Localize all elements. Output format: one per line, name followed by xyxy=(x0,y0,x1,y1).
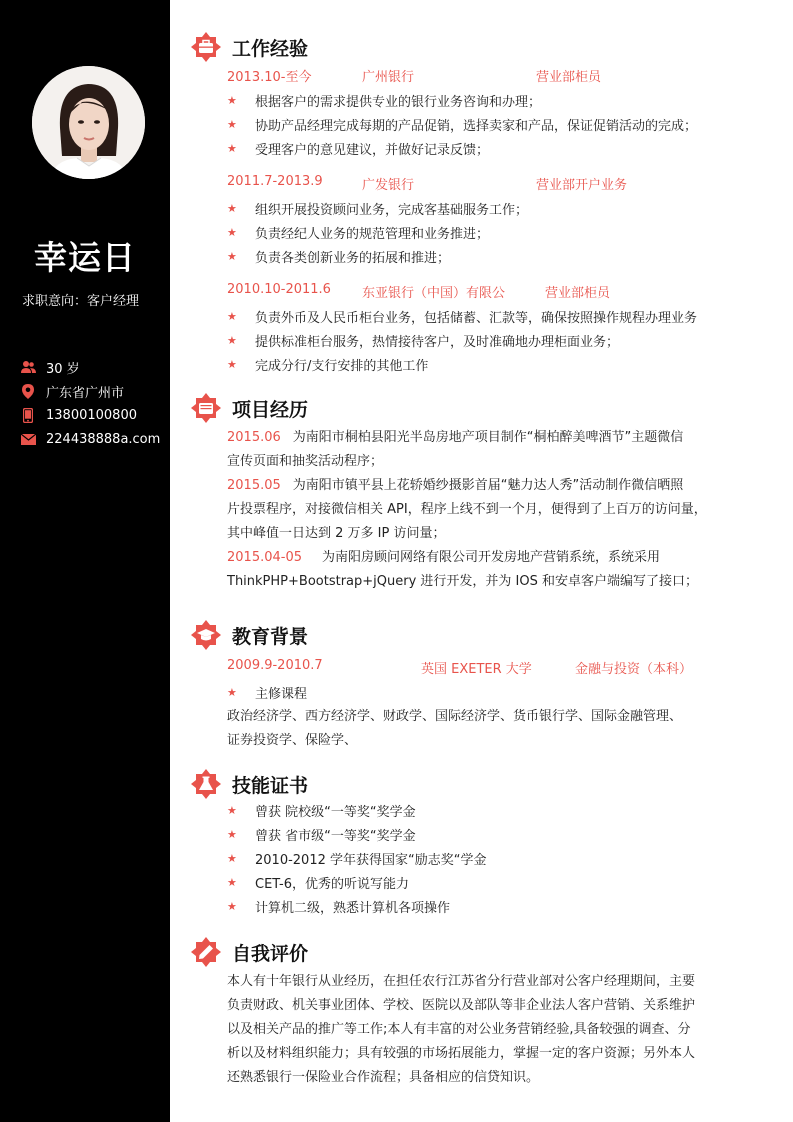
list-item: ★ 完成分行/支行安排的其他工作 xyxy=(227,357,429,374)
star-icon: ★ xyxy=(227,93,237,107)
section-title-education: 教育背景 xyxy=(232,625,309,648)
section-skills-header xyxy=(190,768,308,800)
phone-icon xyxy=(20,407,36,423)
list-item: ★ 组织开展投资顾问业务，完成客基础服务工作； xyxy=(227,201,529,218)
contact-age xyxy=(20,355,160,379)
star-icon: ★ xyxy=(227,803,237,817)
star-icon: ★ xyxy=(227,249,237,263)
list-item: ★ 负责各类创新业务的拓展和推进； xyxy=(227,249,451,266)
star-icon: ★ xyxy=(227,201,237,215)
project-line: ThinkPHP+Bootstrap+jQuery 进行开发，并为 IOS 和安卓客户端编写了接口； xyxy=(227,574,698,589)
list-item: ★ 计算机二级，熟悉计算机各项操作 xyxy=(227,899,451,916)
work-company: 东亚银行（中国）有限公 xyxy=(362,286,506,301)
education-courses: 政治经济学、西方经济学、财政学、国际经济学、货币银行学、国际金融管理、 证券投资学、保险学、 xyxy=(227,709,683,748)
sidebar xyxy=(0,0,170,1122)
star-icon: ★ xyxy=(227,333,237,347)
star-icon: ★ xyxy=(227,875,237,889)
job-intent: 求职意向：客户经理 xyxy=(22,294,140,309)
list-item: ★ 提供标准柜台服务，热情接待客户，及时准确地办理柜面业务； xyxy=(227,333,620,350)
folder-badge-icon xyxy=(190,392,222,424)
work-role: 营业部柜员 xyxy=(545,286,611,301)
mail-icon xyxy=(20,431,36,447)
project-line: 2015.05 为南阳市镇平县上花轿婚纱摄影首届“魅力达人秀”活动制作微信晒照 xyxy=(227,478,684,493)
star-icon: ★ xyxy=(227,309,237,323)
section-title-skills: 技能证书 xyxy=(232,774,309,797)
contact-phone xyxy=(20,403,160,427)
self-evaluation-text: 本人有十年银行从业经历，在担任农行江苏省分行营业部对公客户经理期间，主要 负责财政、机关事业团体、学校、医院以及部队等非企业法人客户营销、关系维护 以及相关产品的推广等工作;本人有丰富的对公业务营销经验,具备较强的调查、分 析以及材料组织能力；具有较强的市场拓展能力，掌握一定的客户资源；另外本人 还熟悉银行一保险业合作流程；具备相应的信贷知识。 xyxy=(227,974,696,1085)
work-entry-2-list xyxy=(227,196,772,268)
section-title-projects: 项目经历 xyxy=(232,398,309,421)
projects-body xyxy=(227,426,747,594)
contact-location xyxy=(20,379,160,403)
section-work-header xyxy=(190,31,308,63)
section-title-work: 工作经验 xyxy=(232,37,309,60)
list-item: ★ 受理客户的意见建议，并做好记录反馈； xyxy=(227,141,490,158)
work-date: 2011.7-2013.9 xyxy=(227,174,323,189)
skills-list xyxy=(227,798,772,918)
list-item: ★ 曾获 院校级“一等奖“奖学金 xyxy=(227,803,416,820)
section-education-header xyxy=(190,619,308,651)
star-icon: ★ xyxy=(227,899,237,913)
star-icon: ★ xyxy=(227,851,237,865)
work-date: 2010.10-2011.6 xyxy=(227,282,331,297)
section-self-header xyxy=(190,936,308,968)
contact-list xyxy=(20,355,160,451)
list-item: ★ 负责经纪人业务的规范管理和业务推进； xyxy=(227,225,490,242)
work-company: 广发银行 xyxy=(362,178,415,193)
candidate-name: 幸运日 xyxy=(34,238,136,277)
resume-main xyxy=(190,0,780,1122)
work-entry-1-list xyxy=(227,88,772,160)
section-projects-header xyxy=(190,392,308,424)
location-pin-icon xyxy=(20,383,36,399)
email-text: 224438888a.com xyxy=(46,431,161,447)
list-item: ★ 2010-2012 学年获得国家“励志奖“学金 xyxy=(227,851,487,868)
education-course-label-row xyxy=(227,680,772,704)
contact-email xyxy=(20,427,160,451)
age-text: 30 岁 xyxy=(46,361,80,377)
star-icon: ★ xyxy=(227,117,237,131)
pen-badge-icon xyxy=(190,936,222,968)
list-item: ★ CET-6，优秀的听说写能力 xyxy=(227,875,410,892)
list-item: ★ 负责外币及人民币柜台业务，包括储蓄、汇款等，确保按照操作规程办理业务 xyxy=(227,309,698,326)
work-role: 营业部开户业务 xyxy=(536,178,628,193)
project-line: 宣传页面和抽奖活动程序； xyxy=(227,454,384,469)
star-icon: ★ xyxy=(227,225,237,239)
star-icon: ★ xyxy=(227,685,237,699)
star-icon: ★ xyxy=(227,827,237,841)
education-school: 英国 EXETER 大学 xyxy=(421,662,532,677)
flask-badge-icon xyxy=(190,768,222,800)
work-entry-3-list xyxy=(227,304,772,376)
list-item: ★ 协助产品经理完成每期的产品促销，选择卖家和产品，保证促销活动的完成； xyxy=(227,117,698,134)
list-item: ★ 主修课程 xyxy=(227,685,308,702)
project-line: 2015.06 为南阳市桐柏县阳光半岛房地产项目制作“桐柏醉美啤酒节”主题微信 xyxy=(227,430,684,445)
star-icon: ★ xyxy=(227,357,237,371)
education-date: 2009.9-2010.7 xyxy=(227,658,323,673)
briefcase-badge-icon xyxy=(190,31,222,63)
star-icon: ★ xyxy=(227,141,237,155)
work-company: 广州银行 xyxy=(362,70,415,85)
work-role: 营业部柜员 xyxy=(536,70,602,85)
work-date: 2013.10-至今 xyxy=(227,70,312,85)
section-title-self: 自我评价 xyxy=(232,942,309,965)
project-line: 其中峰值一日达到 2 万多 IP 访问量； xyxy=(227,526,446,541)
project-line: 片投票程序，对接微信相关 API，程序上线不到一个月，便得到了上百万的访问量， xyxy=(227,502,707,517)
list-item: ★ 曾获 省市级“一等奖“奖学金 xyxy=(227,827,416,844)
education-major: 金融与投资（本科） xyxy=(575,662,693,677)
location-text: 广东省广州市 xyxy=(46,385,125,401)
list-item: ★ 根据客户的需求提供专业的银行业务咨询和办理； xyxy=(227,93,542,110)
project-line: 2015.04-05 为南阳房顾问网络有限公司开发房地产营销系统，系统采用 xyxy=(227,550,661,565)
avatar xyxy=(32,66,145,179)
graduation-cap-badge-icon xyxy=(190,619,222,651)
phone-text: 13800100800 xyxy=(46,407,137,423)
people-icon xyxy=(20,359,36,375)
